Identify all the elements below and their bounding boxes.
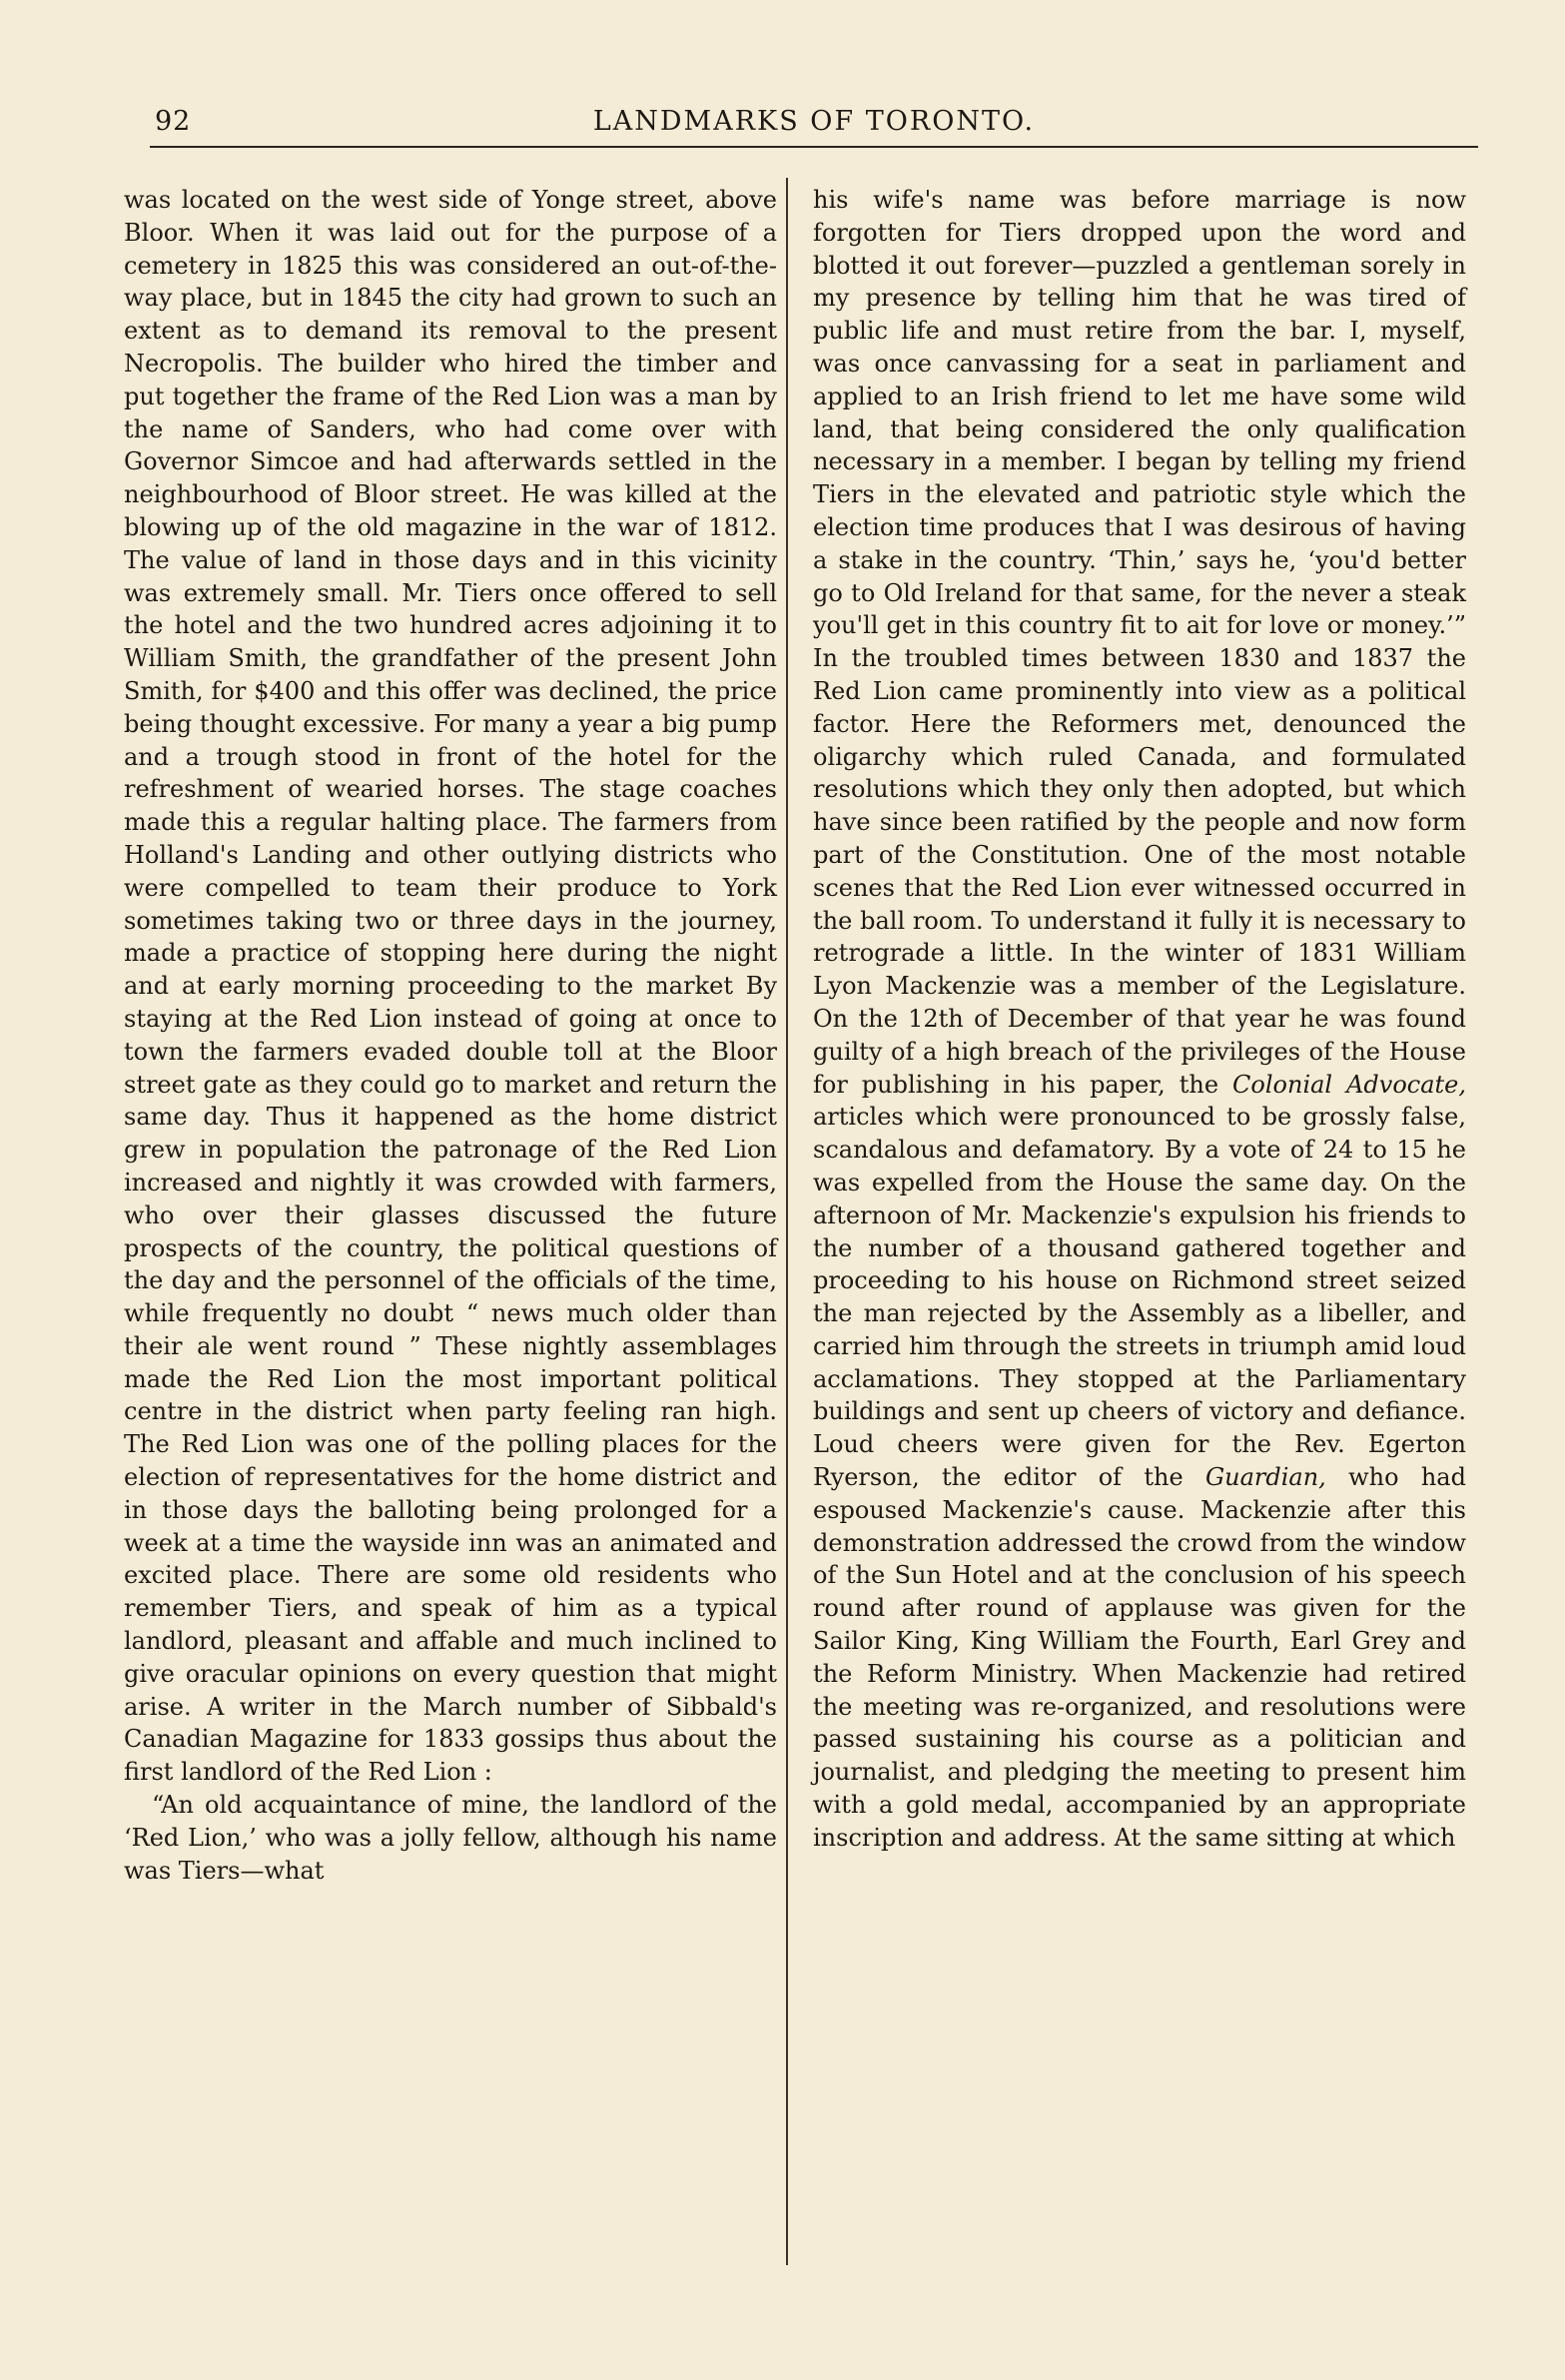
- column-divider: [786, 178, 788, 2265]
- left-paragraph-1: was located on the west side of Yonge street, above Bloor. When it was laid out for the purpose of a cemetery in 1825 this was considered an out-of-the-way place, but in 1845 the city had grown to such an extent as to demand its removal to the present Necropolis. The builder who hired the timber and put together the frame of the Red Lion was a man by the name of Sanders, who had come over with Governor Simcoe and had afterwards settled in the neighbourhood of Bloor street. He was killed at the blowing up of the old magazine in the war of 1812. The value of land in those days and in this vicinity was extremely small. Mr. Tiers once offered to sell the hotel and the two hundred acres adjoining it to William Smith, the grandfather of the present John Smith, for $400 and this offer was declined, the price being thought excessive. For many a year a big pump and a trough stood in front of the hotel for the refreshment of wearied horses. The stage coaches made this a regular halting place. The farmers from Holland's Landing and other outlying districts who were compelled to team their produce to York sometimes taking two or three days in the journey, made a practice of stopping here during the night and at early morning proceeding to the market By staying at the Red Lion instead of going at once to town the farmers evaded double toll at the Bloor street gate as they could go to market and return the same day. Thus it happened as the home district grew in population the patronage of the Red Lion increased and nightly it was crowded with farmers, who over their glasses discussed the future prospects of the country, the political questions of the day and the personnel of the officials of the time, while frequently no doubt “ news much older than their ale went round ” These nightly assemblages made the Red Lion the most important political centre in the district when party feeling ran high. The Red Lion was one of the polling places for the election of representatives for the home district and in those days the balloting being prolonged for a week at a time the wayside inn was an animated and excited place. There are some old residents who remember Tiers, and speak of him as a typical landlord, pleasant and affable and much inclined to give oracular opinions on every question that might arise. A writer in the March number of Sibbald's Canadian Magazine for 1833 gossips thus about the first landlord of the Red Lion :: [124, 186, 777, 1787]
- right-column: [813, 184, 1466, 1855]
- right-text-part-3: who had espoused Mackenzie's cause. Mackenzie after this demonstration addressed the crowd from the window of the Sun Hotel and at the conclusion of his speech round after round of applause was given for the Sailor King, King William the Fourth, Earl Grey and the Reform Ministry. When Mackenzie had retired the meeting was re-organized, and resolutions were passed sustaining his course as a politician and journalist, and pledging the meeting to present him with a gold medal, accompanied by an appropriate inscription and address. At the same sitting at which: [813, 1463, 1466, 1852]
- right-paragraph-1: [813, 184, 1466, 1855]
- newspaper-title-guardian: Guardian,: [1204, 1463, 1326, 1492]
- page-header: [150, 106, 1478, 148]
- page-number: 92: [155, 106, 192, 137]
- left-paragraph-2: “An old acquaintance of mine, the landlord of the ‘Red Lion,’ who was a jolly fellow, although his name was Tiers—what: [124, 1791, 777, 1885]
- left-column: [124, 184, 777, 1887]
- right-text-part-2: articles which were pronounced to be grossly false, scandalous and defamatory. By a vote of 24 to 15 he was expelled from the House the same day. On the afternoon of Mr. Mackenzie's expulsion his friends to the number of a thousand gathered together and proceeding to his house on Richmond street seized the man rejected by the Assembly as a libeller, and carried him through the streets in triumph amid loud acclamations. They stopped at the Parliamentary buildings and sent up cheers of victory and defiance. Loud cheers were given for the Rev. Egerton Ryerson, the editor of the: [813, 1103, 1466, 1492]
- right-text-part-1: his wife's name was before marriage is now forgotten for Tiers dropped upon the word and blotted it out forever—puzzled a gentleman sorely in my presence by telling him that he was tired of public life and must retire from the bar. I, myself, was once canvassing for a seat in parliament and applied to an Irish friend to let me have some wild land, that being considered the only qualification necessary in a member. I began by telling my friend Tiers in the elevated and patriotic style which the election time produces that I was desirous of having a stake in the country. ‘Thin,’ says he, ‘you'd better go to Old Ireland for that same, for the never a steak you'll get in this country fit to ait for love or money.’” In the troubled times between 1830 and 1837 the Red Lion came prominently into view as a political factor. Here the Reformers met, denounced the oligarchy which ruled Canada, and formulated resolutions which they only then adopted, but which have since been ratified by the people and now form part of the Constitution. One of the most notable scenes that the Red Lion ever witnessed occurred in the ball room. To understand it fully it is necessary to retrograde a little. In the winter of 1831 William Lyon Mackenzie was a member of the Legislature. On the 12th of December of that year he was found guilty of a high breach of the privileges of the House for publishing in his paper, the: [813, 186, 1466, 1099]
- newspaper-title-colonial-advocate: Colonial Advocate,: [1232, 1070, 1467, 1099]
- running-title: LANDMARKS OF TORONTO.: [592, 106, 1036, 137]
